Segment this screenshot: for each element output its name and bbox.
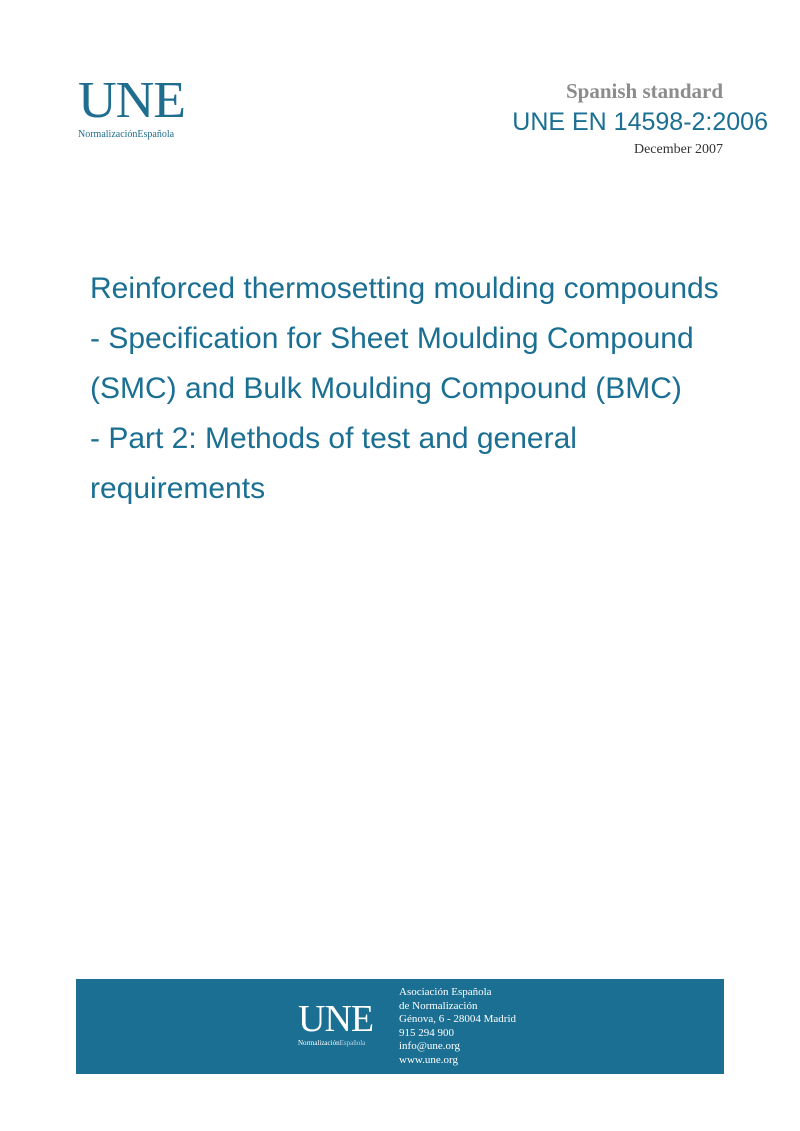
une-logo-word: UNE — [78, 72, 185, 129]
footer-address: Génova, 6 - 28004 Madrid — [399, 1013, 517, 1026]
footer-une-logo — [298, 998, 374, 1047]
footer-banner — [76, 979, 724, 1074]
une-logo-subtitle-a: Normalización — [78, 129, 138, 140]
title-line: - Part 2: Methods of test and general — [90, 422, 577, 455]
standard-kind: Spanish standard — [566, 79, 723, 103]
footer-logo-subtitle — [298, 1039, 373, 1047]
title-line: requirements — [90, 472, 266, 505]
title-line: (SMC) and Bulk Moulding Compound (BMC) — [90, 372, 682, 405]
footer-org-name: Asociación Española — [399, 986, 492, 998]
une-logo-subtitle-b: Española — [137, 129, 175, 140]
footer-logo-subtitle-a: Normalización — [298, 1039, 340, 1047]
title-line: Reinforced thermosetting moulding compounds — [90, 272, 719, 305]
standard-date: December 2007 — [633, 142, 723, 157]
footer-logo-subtitle-b: Española — [339, 1039, 366, 1047]
une-logo-subtitle — [78, 129, 196, 140]
footer-contact-info — [399, 986, 516, 1068]
footer-website: www.une.org — [399, 1053, 458, 1066]
title-line: - Specification for Sheet Moulding Compound — [90, 322, 694, 355]
standard-code: UNE EN 14598-2:2006 — [512, 108, 768, 136]
footer-org-name-2: de Normalización — [399, 999, 478, 1012]
footer-logo-word: UNE — [298, 998, 374, 1040]
footer-email: info@une.org — [399, 1040, 460, 1053]
document-title — [90, 264, 780, 514]
footer-phone: 915 294 900 — [399, 1026, 454, 1039]
une-logo — [78, 72, 196, 140]
standard-header — [512, 78, 768, 160]
